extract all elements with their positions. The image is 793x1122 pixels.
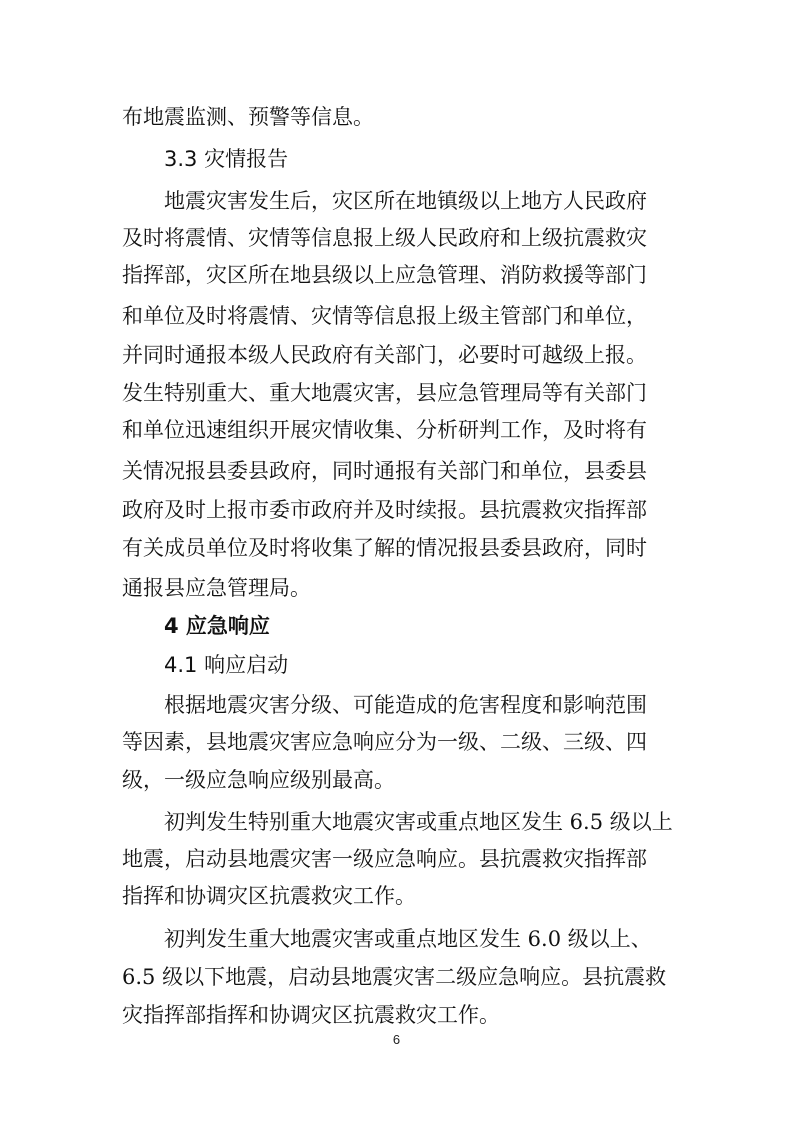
text-line: 等因素，县地震灾害应急响应分为一级、二级、三级、四 [122, 730, 647, 754]
page-number: 6 [392, 1032, 401, 1047]
text-line: 和单位及时将震情、灾情等信息报上级主管部门和单位， [122, 304, 647, 328]
text-line: 政府及时上报市委市政府并及时续报。县抗震救灾指挥部 [122, 498, 647, 522]
text-line: 及时将震情、灾情等信息报上级人民政府和上级抗震救灾 [122, 226, 647, 250]
text-line: 通报县应急管理局。 [122, 576, 311, 600]
text-line: 发生特别重大、重大地震灾害，县应急管理局等有关部门 [122, 381, 647, 405]
section-heading: 4.1 响应启动 [164, 653, 289, 677]
text-line: 有关成员单位及时将收集了解的情况报县委县政府，同时 [122, 536, 647, 560]
text-line: 初判发生特别重大地震灾害或重点地区发生 6.5 级以上 [164, 810, 673, 834]
text-line: 初判发生重大地震灾害或重点地区发生 6.0 级以上、 [164, 927, 652, 951]
text-line: 指挥部，灾区所在地县级以上应急管理、消防救援等部门 [122, 263, 647, 287]
text-line: 布地震监测、预警等信息。 [122, 105, 374, 129]
section-heading: 3.3 灾情报告 [164, 147, 289, 171]
text-line: 根据地震灾害分级、可能造成的危害程度和影响范围 [164, 693, 647, 717]
chapter-heading: 4 应急响应 [164, 614, 270, 638]
text-line: 指挥和协调灾区抗震救灾工作。 [122, 884, 416, 908]
text-line: 关情况报县委县政府，同时通报有关部门和单位，县委县 [122, 459, 647, 483]
text-line: 级，一级应急响应级别最高。 [122, 768, 395, 792]
text-line: 灾指挥部指挥和协调灾区抗震救灾工作。 [122, 1003, 500, 1027]
text-line: 6.5 级以下地震，启动县地震灾害二级应急响应。县抗震救 [122, 965, 667, 989]
text-line: 和单位迅速组织开展灾情收集、分析研判工作，及时将有 [122, 418, 647, 442]
text-line: 地震，启动县地震灾害一级应急响应。县抗震救灾指挥部 [122, 847, 647, 871]
text-line: 地震灾害发生后，灾区所在地镇级以上地方人民政府 [164, 189, 647, 213]
text-line: 并同时通报本级人民政府有关部门，必要时可越级上报。 [122, 343, 647, 367]
